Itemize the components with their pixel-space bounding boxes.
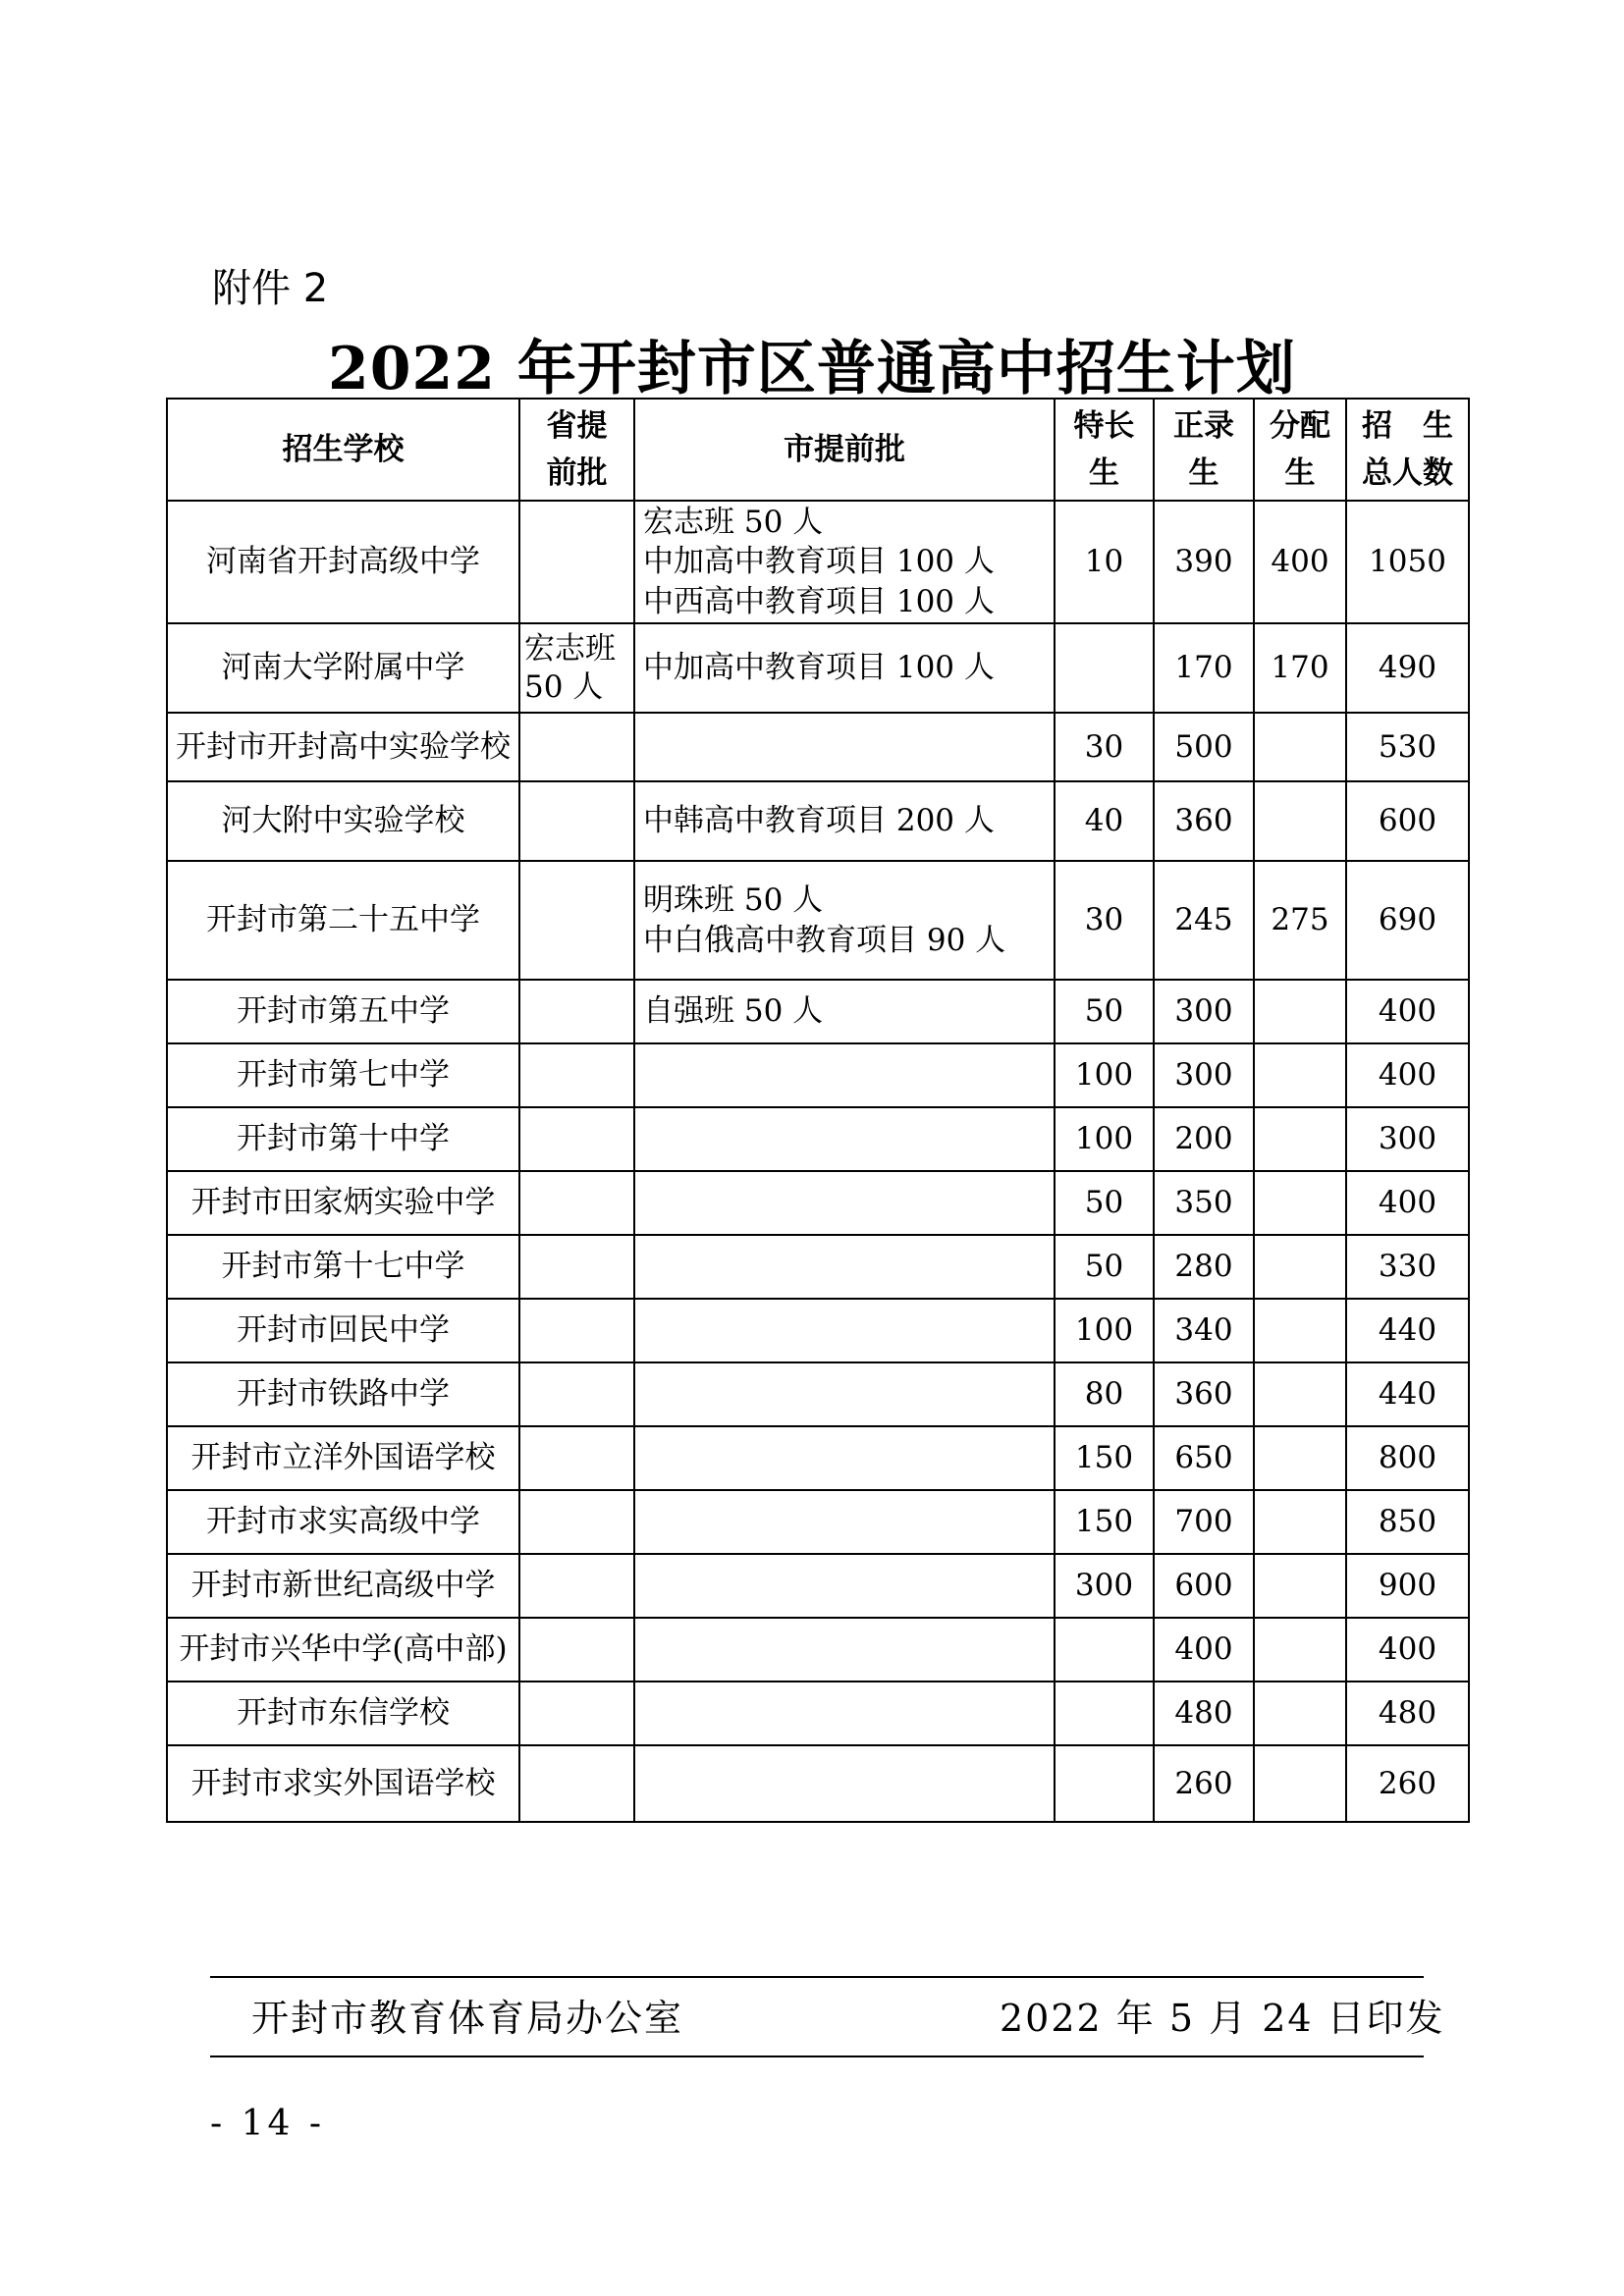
cell-total: 330	[1346, 1235, 1469, 1299]
cell-provincial-early	[519, 1299, 634, 1362]
table-row	[167, 1362, 1469, 1426]
table-row	[167, 1554, 1469, 1618]
header-city-early: 市提前批	[634, 399, 1055, 501]
cell-school: 河大附中实验学校	[167, 781, 519, 861]
cell-city-early	[634, 1490, 1055, 1554]
cell-school: 河南大学附属中学	[167, 623, 519, 713]
header-allocated-line2: 生	[1284, 455, 1316, 491]
cell-regular: 600	[1154, 1554, 1254, 1618]
cell-special: 10	[1055, 501, 1154, 623]
cell-city-early	[634, 1235, 1055, 1299]
cell-city-early	[634, 1426, 1055, 1490]
cell-regular: 200	[1154, 1107, 1254, 1171]
cell-total: 400	[1346, 980, 1469, 1043]
cell-allocated	[1254, 1362, 1346, 1426]
cell-allocated	[1254, 1107, 1346, 1171]
cell-school: 开封市东信学校	[167, 1682, 519, 1745]
cell-allocated	[1254, 781, 1346, 861]
table-row	[167, 713, 1469, 781]
cell-provincial-early	[519, 501, 634, 623]
header-total	[1346, 399, 1469, 501]
cell-special: 150	[1055, 1426, 1154, 1490]
cell-school: 开封市第十七中学	[167, 1235, 519, 1299]
cell-special: 100	[1055, 1299, 1154, 1362]
city-program-line: 中加高中教育项目 100 人	[643, 650, 995, 686]
cell-regular: 480	[1154, 1682, 1254, 1745]
cell-city-early	[634, 861, 1055, 980]
cell-school: 开封市求实高级中学	[167, 1490, 519, 1554]
cell-provincial-early	[519, 781, 634, 861]
cell-city-early	[634, 1682, 1055, 1745]
table-row	[167, 1299, 1469, 1362]
cell-special: 30	[1055, 861, 1154, 980]
cell-city-early	[634, 1362, 1055, 1426]
cell-allocated	[1254, 1490, 1346, 1554]
cell-provincial-early	[519, 623, 634, 713]
cell-allocated	[1254, 1235, 1346, 1299]
cell-provincial-early	[519, 1682, 634, 1745]
cell-school: 开封市第二十五中学	[167, 861, 519, 980]
cell-allocated	[1254, 1299, 1346, 1362]
document-title: 2022 年开封市区普通高中招生计划	[328, 335, 1296, 403]
cell-school: 开封市第七中学	[167, 1043, 519, 1107]
table-row	[167, 1426, 1469, 1490]
cell-city-early	[634, 1171, 1055, 1235]
cell-provincial-early	[519, 1554, 634, 1618]
cell-special: 150	[1055, 1490, 1154, 1554]
cell-provincial-early	[519, 1490, 634, 1554]
cell-special: 100	[1055, 1107, 1154, 1171]
cell-total: 400	[1346, 1171, 1469, 1235]
cell-regular: 500	[1154, 713, 1254, 781]
cell-city-early	[634, 501, 1055, 623]
city-program-line: 中西高中教育项目 100 人	[643, 583, 995, 619]
cell-city-early	[634, 713, 1055, 781]
table-row	[167, 1745, 1469, 1822]
footer-bottom-rule	[210, 2056, 1424, 2057]
cell-school: 开封市田家炳实验中学	[167, 1171, 519, 1235]
cell-regular: 260	[1154, 1745, 1254, 1822]
cell-school: 开封市铁路中学	[167, 1362, 519, 1426]
page-number: - 14 -	[210, 2104, 326, 2144]
city-program-line: 明珠班 50 人	[643, 882, 824, 919]
table-body	[167, 501, 1469, 1822]
cell-allocated	[1254, 713, 1346, 781]
cell-regular: 390	[1154, 501, 1254, 623]
cell-school: 开封市第五中学	[167, 980, 519, 1043]
city-program-line: 中韩高中教育项目 200 人	[643, 803, 995, 839]
cell-allocated: 400	[1254, 501, 1346, 623]
header-provincial-early	[519, 399, 634, 501]
table-row	[167, 1235, 1469, 1299]
cell-allocated	[1254, 1618, 1346, 1682]
cell-special: 30	[1055, 713, 1154, 781]
table-row	[167, 1682, 1469, 1745]
provincial-line: 50 人	[524, 668, 604, 705]
cell-allocated	[1254, 1745, 1346, 1822]
cell-regular: 280	[1154, 1235, 1254, 1299]
table-row	[167, 980, 1469, 1043]
header-school: 招生学校	[167, 399, 519, 501]
header-total-line1: 招 生	[1362, 407, 1453, 444]
footer-top-rule	[210, 1976, 1424, 1978]
cell-provincial-early	[519, 1235, 634, 1299]
cell-special: 300	[1055, 1554, 1154, 1618]
header-special-line1: 特长	[1073, 407, 1135, 444]
cell-provincial-early	[519, 1043, 634, 1107]
cell-provincial-early	[519, 1745, 634, 1822]
cell-provincial-early	[519, 1426, 634, 1490]
header-total-line2: 总人数	[1362, 455, 1453, 491]
cell-allocated: 170	[1254, 623, 1346, 713]
header-regular-line2: 生	[1188, 455, 1219, 491]
cell-city-early	[634, 980, 1055, 1043]
header-provincial-early-line2: 前批	[546, 455, 608, 491]
cell-special: 100	[1055, 1043, 1154, 1107]
cell-provincial-early	[519, 980, 634, 1043]
cell-regular: 245	[1154, 861, 1254, 980]
cell-school: 开封市开封高中实验学校	[167, 713, 519, 781]
cell-total: 300	[1346, 1107, 1469, 1171]
cell-school: 开封市第十中学	[167, 1107, 519, 1171]
cell-special	[1055, 1682, 1154, 1745]
cell-allocated: 275	[1254, 861, 1346, 980]
cell-regular: 700	[1154, 1490, 1254, 1554]
cell-allocated	[1254, 980, 1346, 1043]
cell-special	[1055, 1618, 1154, 1682]
table-row	[167, 1171, 1469, 1235]
cell-special	[1055, 1745, 1154, 1822]
cell-regular: 350	[1154, 1171, 1254, 1235]
cell-school: 河南省开封高级中学	[167, 501, 519, 623]
cell-provincial-early	[519, 713, 634, 781]
cell-total: 530	[1346, 713, 1469, 781]
cell-total: 690	[1346, 861, 1469, 980]
cell-city-early	[634, 1299, 1055, 1362]
cell-special: 50	[1055, 1235, 1154, 1299]
table-row	[167, 781, 1469, 861]
cell-regular: 650	[1154, 1426, 1254, 1490]
cell-provincial-early	[519, 1171, 634, 1235]
cell-city-early	[634, 1554, 1055, 1618]
cell-total: 260	[1346, 1745, 1469, 1822]
cell-regular: 400	[1154, 1618, 1254, 1682]
table-row	[167, 861, 1469, 980]
cell-regular: 360	[1154, 781, 1254, 861]
header-allocated	[1254, 399, 1346, 501]
cell-school: 开封市立洋外国语学校	[167, 1426, 519, 1490]
cell-total: 1050	[1346, 501, 1469, 623]
cell-school: 开封市求实外国语学校	[167, 1745, 519, 1822]
cell-city-early	[634, 781, 1055, 861]
city-program-line: 中加高中教育项目 100 人	[643, 544, 995, 580]
table-header-row	[167, 399, 1469, 501]
cell-school: 开封市回民中学	[167, 1299, 519, 1362]
cell-city-early	[634, 1107, 1055, 1171]
cell-total: 800	[1346, 1426, 1469, 1490]
cell-total: 480	[1346, 1682, 1469, 1745]
table-row	[167, 1107, 1469, 1171]
cell-total: 440	[1346, 1362, 1469, 1426]
footer-issuer: 开封市教育体育局办公室	[251, 1997, 684, 2040]
cell-special: 80	[1055, 1362, 1154, 1426]
header-provincial-early-line1: 省提	[546, 407, 608, 444]
cell-provincial-early	[519, 1618, 634, 1682]
cell-city-early	[634, 1618, 1055, 1682]
cell-allocated	[1254, 1171, 1346, 1235]
cell-provincial-early	[519, 1362, 634, 1426]
cell-allocated	[1254, 1426, 1346, 1490]
cell-allocated	[1254, 1554, 1346, 1618]
cell-total: 490	[1346, 623, 1469, 713]
cell-regular: 300	[1154, 1043, 1254, 1107]
provincial-line: 宏志班	[524, 630, 616, 667]
cell-city-early	[634, 623, 1055, 713]
header-regular	[1154, 399, 1254, 501]
cell-special: 50	[1055, 1171, 1154, 1235]
cell-school: 开封市兴华中学(高中部)	[167, 1618, 519, 1682]
cell-regular: 340	[1154, 1299, 1254, 1362]
table-row	[167, 623, 1469, 713]
table-row	[167, 1618, 1469, 1682]
cell-total: 850	[1346, 1490, 1469, 1554]
header-allocated-line1: 分配	[1270, 407, 1330, 444]
footer-date: 2022 年 5 月 24 日印发	[1000, 1997, 1445, 2040]
city-program-line: 中白俄高中教育项目 90 人	[643, 922, 1006, 958]
cell-total: 440	[1346, 1299, 1469, 1362]
cell-provincial-early	[519, 861, 634, 980]
table-row	[167, 501, 1469, 623]
attachment-label: 附件 2	[212, 266, 329, 311]
header-special	[1055, 399, 1154, 501]
city-program-line: 自强班 50 人	[643, 993, 824, 1030]
cell-special: 40	[1055, 781, 1154, 861]
cell-regular: 300	[1154, 980, 1254, 1043]
cell-city-early	[634, 1745, 1055, 1822]
cell-total: 900	[1346, 1554, 1469, 1618]
cell-total: 400	[1346, 1618, 1469, 1682]
cell-provincial-early	[519, 1107, 634, 1171]
cell-regular: 170	[1154, 623, 1254, 713]
cell-allocated	[1254, 1043, 1346, 1107]
header-special-line2: 生	[1089, 455, 1119, 491]
cell-city-early	[634, 1043, 1055, 1107]
cell-regular: 360	[1154, 1362, 1254, 1426]
cell-total: 400	[1346, 1043, 1469, 1107]
cell-special: 50	[1055, 980, 1154, 1043]
table-row	[167, 1043, 1469, 1107]
table-row	[167, 1490, 1469, 1554]
cell-total: 600	[1346, 781, 1469, 861]
enrollment-plan-table	[166, 398, 1470, 1823]
cell-school: 开封市新世纪高级中学	[167, 1554, 519, 1618]
header-regular-line1: 正录	[1173, 407, 1234, 444]
cell-allocated	[1254, 1682, 1346, 1745]
city-program-line: 宏志班 50 人	[643, 505, 824, 541]
cell-special	[1055, 623, 1154, 713]
